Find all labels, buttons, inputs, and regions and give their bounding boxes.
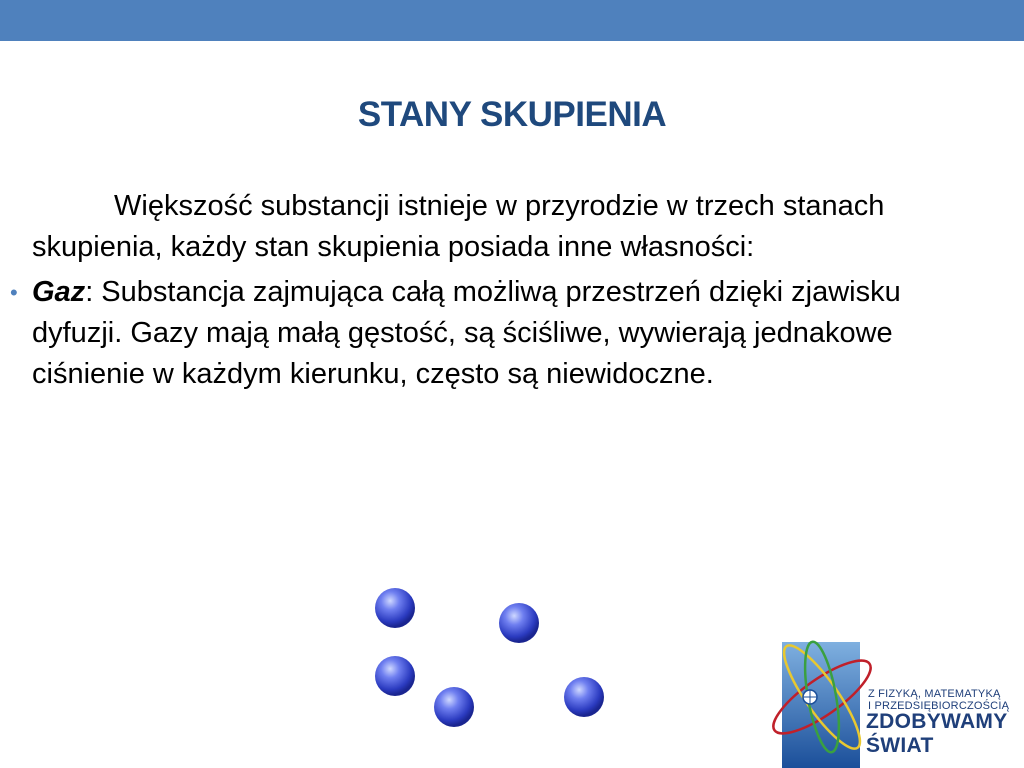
bullet-text: : Substancja zajmująca całą możliwą przestrzeń dzięki zjawisku dyfuzji. Gazy mają małą gęstość, są ściśliwe, wywierają jednakowe ciśnienie w każdym kierunku, często są niewidoczne. bbox=[32, 276, 901, 390]
intro-paragraph: Większość substancji istnieje w przyrodzie w trzech stanach skupienia, każdy stan skupienia posiada inne własności: bbox=[32, 190, 885, 263]
logo-subtitle: Z FIZYKĄ, MATEMATYKĄ I PRZEDSIĘBIORCZOŚCIĄ bbox=[868, 688, 1010, 712]
slide-body bbox=[10, 186, 912, 395]
bullet-dot-icon: • bbox=[10, 280, 18, 305]
project-logo bbox=[770, 622, 1024, 768]
bullet-item-gas bbox=[10, 272, 912, 395]
slide-title: STANY SKUPIENIA bbox=[357, 95, 667, 134]
gas-molecule bbox=[564, 677, 604, 717]
top-bar bbox=[0, 0, 1024, 41]
bullet-term: Gaz bbox=[32, 276, 86, 308]
logo-title: ZDOBYWAMY ŚWIAT bbox=[866, 710, 1008, 757]
gas-molecule bbox=[375, 588, 415, 628]
gas-molecules-illustration bbox=[360, 572, 620, 732]
gas-molecule bbox=[499, 603, 539, 643]
gas-molecule bbox=[375, 656, 415, 696]
gas-molecule bbox=[434, 687, 474, 727]
